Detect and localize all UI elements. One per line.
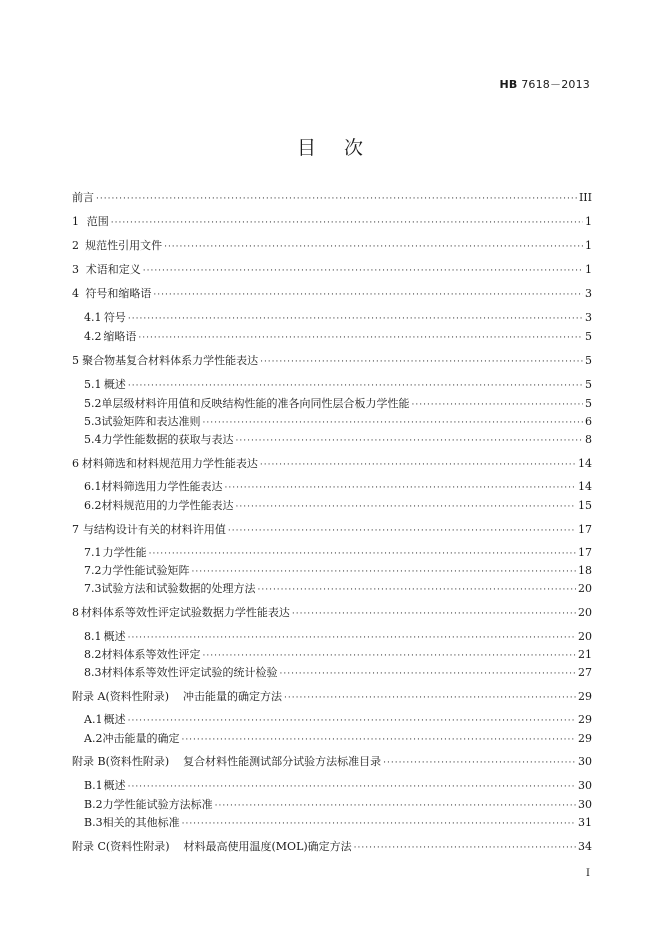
toc-entry[interactable] (72, 285, 592, 303)
toc-entry-number: 附录 A(资料性附录) (72, 690, 170, 703)
toc-entry[interactable] (84, 562, 592, 580)
toc-dot-leader (203, 414, 584, 432)
toc-dot-leader (128, 629, 576, 647)
toc-entry[interactable] (84, 497, 592, 515)
toc-dot-leader (225, 479, 577, 497)
toc-entry-label: 概述 (103, 713, 126, 726)
toc-entry-label: 试验矩阵和表达准则 (101, 415, 201, 428)
toc-entry-page: 20 (578, 582, 592, 595)
toc-entry[interactable] (72, 521, 592, 539)
toc-entry[interactable] (84, 309, 592, 327)
toc-dot-leader (128, 310, 583, 328)
toc-entry-page: 29 (578, 732, 592, 745)
toc-entry[interactable] (84, 431, 592, 449)
toc-entry-page: 30 (578, 755, 592, 768)
toc-entry-label: 材料体系等效性评定试验的统计检验 (101, 666, 278, 679)
toc-dot-leader (128, 778, 576, 796)
toc-entry-number: 8.1 (84, 630, 102, 643)
toc-entry-page: 5 (585, 330, 592, 343)
toc-entry-page: 31 (578, 816, 592, 829)
toc-entry-label: 概述 (103, 630, 126, 643)
toc-entry-number: 附录 C(资料性附录) (72, 840, 170, 853)
toc-entry-page: 20 (578, 606, 592, 619)
toc-entry[interactable] (84, 646, 592, 664)
toc-dot-leader (153, 286, 583, 304)
toc-entry[interactable] (84, 777, 592, 795)
toc-entry[interactable] (84, 664, 592, 682)
toc-entry-page: 29 (578, 713, 592, 726)
toc-entry[interactable] (84, 395, 592, 413)
toc-entry-page: 27 (578, 666, 592, 679)
toc-dot-leader (215, 797, 576, 815)
toc-entry-number: 5 (72, 354, 79, 367)
toc-dot-leader (260, 353, 583, 371)
toc-dot-leader (412, 396, 584, 414)
toc-entry-page: 14 (578, 457, 592, 470)
toc-entry-number: 7 (72, 523, 79, 536)
toc-entry-page: III (578, 191, 592, 204)
toc-entry-label: 材料体系等效性评定试验数据力学性能表达 (80, 606, 290, 619)
toc-entry[interactable] (84, 628, 592, 646)
toc-entry-number: 5.2 (84, 397, 102, 410)
toc-dot-leader (138, 329, 583, 347)
toc-entry-label: 相关的其他标准 (102, 816, 180, 829)
toc-entry-number: 4.1 (84, 311, 102, 324)
toc-entry-label: 材料规范用的力学性能表达 (101, 499, 234, 512)
toc-entry-page: 34 (578, 840, 592, 853)
toc-dot-leader (236, 498, 577, 516)
toc-entry-page: 14 (578, 480, 592, 493)
toc-entry-number: B.2 (84, 798, 103, 811)
toc-entry[interactable] (72, 352, 592, 370)
toc-entry[interactable] (84, 796, 592, 814)
toc-entry-label: 规范性引用文件 (85, 239, 163, 252)
toc-entry[interactable] (84, 376, 592, 394)
toc-entry-number: 7.2 (84, 564, 102, 577)
title-part-1: 目 (296, 137, 318, 159)
toc-entry-label: 与结构设计有关的材料许用值 (82, 523, 226, 536)
toc-dot-leader (354, 839, 576, 857)
toc-entry-page: 17 (578, 546, 592, 559)
toc-entry[interactable] (72, 189, 592, 207)
toc-entry[interactable] (72, 261, 592, 279)
toc-dot-leader (181, 731, 576, 749)
title-part-2: 次 (344, 137, 366, 159)
toc-entry-label: 冲击能量的确定 (102, 732, 180, 745)
toc-dot-leader (228, 522, 576, 540)
toc-entry[interactable] (72, 838, 592, 856)
toc-entry[interactable] (72, 688, 592, 706)
standard-prefix: HB (499, 78, 518, 91)
toc-entry[interactable] (72, 455, 592, 473)
toc-entry-number: A.2 (84, 732, 103, 745)
toc-entry[interactable] (72, 604, 592, 622)
toc-entry-label: 材料最高使用温度(MOL)确定方法 (183, 840, 352, 853)
standard-code (500, 76, 591, 92)
toc-entry-page: 30 (578, 798, 592, 811)
toc-entry-page: 3 (585, 287, 592, 300)
toc-entry-page: 20 (578, 630, 592, 643)
toc-entry[interactable] (84, 328, 592, 346)
toc-entry-number: 6.1 (84, 480, 102, 493)
toc-entry-page: 6 (585, 415, 592, 428)
toc-entry-number: 7.3 (84, 582, 102, 595)
toc-entry-label: 力学性能 (102, 546, 147, 559)
toc-entry[interactable] (84, 580, 592, 598)
toc-dot-leader (260, 456, 576, 474)
toc-entry-page: 3 (585, 311, 592, 324)
toc-entry-page: 5 (585, 397, 592, 410)
toc-entry-number: A.1 (84, 713, 103, 726)
toc-entry[interactable] (84, 544, 592, 562)
toc-dot-leader (149, 545, 576, 563)
toc-entry-label: 单层级材料许用值和反映结构性能的准各向同性层合板力学性能 (101, 397, 410, 410)
toc-entry-number: 8.2 (84, 648, 102, 661)
toc-entry-label: 试验方法和试验数据的处理方法 (101, 582, 256, 595)
toc-dot-leader (280, 665, 577, 683)
toc-entry-page: 21 (578, 648, 592, 661)
toc-entry-label: 符号 (103, 311, 126, 324)
toc-dot-leader (128, 377, 583, 395)
toc-dot-leader (96, 190, 577, 208)
toc-entry-label: 复合材料性能测试部分试验方法标准目录 (183, 755, 382, 768)
toc-dot-leader (164, 238, 583, 256)
footer-page-number: I (586, 868, 590, 879)
toc-entry-page: 1 (585, 215, 592, 228)
toc-entry-label: 力学性能试验矩阵 (101, 564, 190, 577)
toc-entry-page: 8 (585, 433, 592, 446)
toc-entry-number: 1 (72, 215, 79, 228)
toc-entry-number: 6 (72, 457, 79, 470)
toc-entry-page: 1 (585, 239, 592, 252)
toc-entry-number: 6.2 (84, 499, 102, 512)
toc-entry-label: 范围 (86, 215, 109, 228)
toc-entry-page: 30 (578, 779, 592, 792)
toc-entry-page: 18 (578, 564, 592, 577)
toc-entry[interactable] (72, 213, 592, 231)
toc-entry-label: 材料筛选用力学性能表达 (101, 480, 223, 493)
toc-entry-number: 4 (72, 287, 79, 300)
toc-entry-label: 前言 (72, 191, 94, 204)
toc-dot-leader (143, 262, 583, 280)
toc-entry-page: 5 (585, 378, 592, 391)
toc-dot-leader (111, 214, 583, 232)
toc-entry-number: 8 (72, 606, 79, 619)
toc-entry-page: 15 (578, 499, 592, 512)
toc-entry-number: 5.4 (84, 433, 102, 446)
toc-entry[interactable] (84, 730, 592, 748)
standard-number: 7618－2013 (521, 78, 590, 91)
toc-entry-label: 材料筛选和材料规范用力学性能表达 (81, 457, 258, 470)
toc-entry-number: 8.3 (84, 666, 102, 679)
toc-dot-leader (192, 563, 577, 581)
toc-entry-page: 1 (585, 263, 592, 276)
toc-entry-label: 概述 (103, 378, 126, 391)
toc-dot-leader (258, 581, 577, 599)
toc-dot-leader (128, 712, 576, 730)
toc-entry-page: 29 (578, 690, 592, 703)
toc-entry-label: 符号和缩略语 (85, 287, 152, 300)
toc-entry-number: 4.2 (84, 330, 102, 343)
toc-entry-label: 力学性能试验方法标准 (102, 798, 213, 811)
toc-dot-leader (383, 754, 576, 772)
toc-entry[interactable] (84, 814, 592, 832)
toc-entry-page: 17 (578, 523, 592, 536)
toc-entry-label: 缩略语 (103, 330, 137, 343)
toc-entry-number: 附录 B(资料性附录) (72, 755, 170, 768)
page-title (0, 133, 662, 160)
toc-dot-leader (284, 689, 576, 707)
toc-dot-leader (182, 815, 576, 833)
toc-entry-number: 3 (72, 263, 79, 276)
toc-entry-number: 2 (72, 239, 79, 252)
toc-dot-leader (236, 432, 584, 450)
toc-entry-label: 冲击能量的确定方法 (183, 690, 283, 703)
toc-entry[interactable] (84, 413, 592, 431)
toc-entry-number: 5.3 (84, 415, 102, 428)
toc-entry-page: 5 (585, 354, 592, 367)
toc-entry-number: B.3 (84, 816, 103, 829)
toc-entry-number: B.1 (84, 779, 103, 792)
toc-entry-label: 术语和定义 (85, 263, 141, 276)
toc-dot-leader (292, 605, 576, 623)
toc-entry-number: 5.1 (84, 378, 102, 391)
toc-entry-label: 力学性能数据的获取与表达 (101, 433, 234, 446)
toc-dot-leader (203, 647, 577, 665)
toc-entry[interactable] (72, 753, 592, 771)
toc-entry-label: 聚合物基复合材料体系力学性能表达 (82, 354, 259, 367)
toc-entry[interactable] (84, 711, 592, 729)
toc-entry-number: 7.1 (84, 546, 102, 559)
toc-entry-label: 材料体系等效性评定 (101, 648, 201, 661)
toc-entry-label: 概述 (103, 779, 126, 792)
toc-entry[interactable] (72, 237, 592, 255)
toc-entry[interactable] (84, 478, 592, 496)
